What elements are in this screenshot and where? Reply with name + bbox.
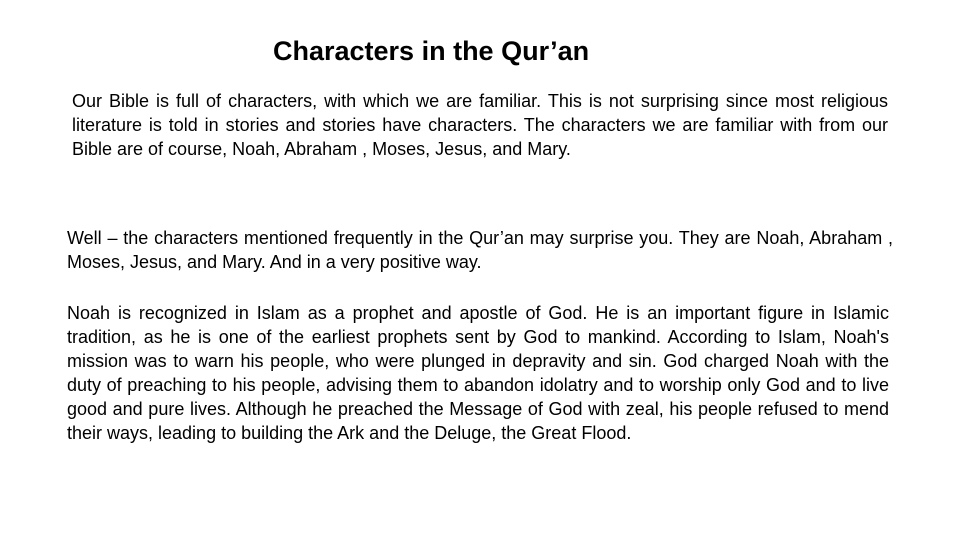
paragraph-quran-characters: Well – the characters mentioned frequently in the Qur’an may surprise you. They are Noah, Abraham , Moses, Jesus, and Mary. And in a very positive way.: [67, 228, 893, 272]
paragraph-bible-characters: Our Bible is full of characters, with which we are familiar. This is not surprising since most religious literature is told in stories and stories have characters. The characters we are familiar with from our Bible are of course, Noah, Abraham , Moses, Jesus, and Mary.: [72, 91, 888, 159]
slide-title: Characters in the Qur’an: [273, 36, 590, 66]
paragraph-noah: Noah is recognized in Islam as a prophet and apostle of God. He is an important figure in Islamic tradition, as he is one of the earliest prophets sent by God to mankind. According to Islam, Noah's mission was to warn his people, who were plunged in depravity and sin. God charged Noah with the duty of preaching to his people, advising them to abandon idolatry and to worship only God and to live good and pure lives. Although he preached the Message of God with zeal, his people refused to mend their ways, leading to building the Ark and the Deluge, the Great Flood.: [67, 303, 889, 443]
